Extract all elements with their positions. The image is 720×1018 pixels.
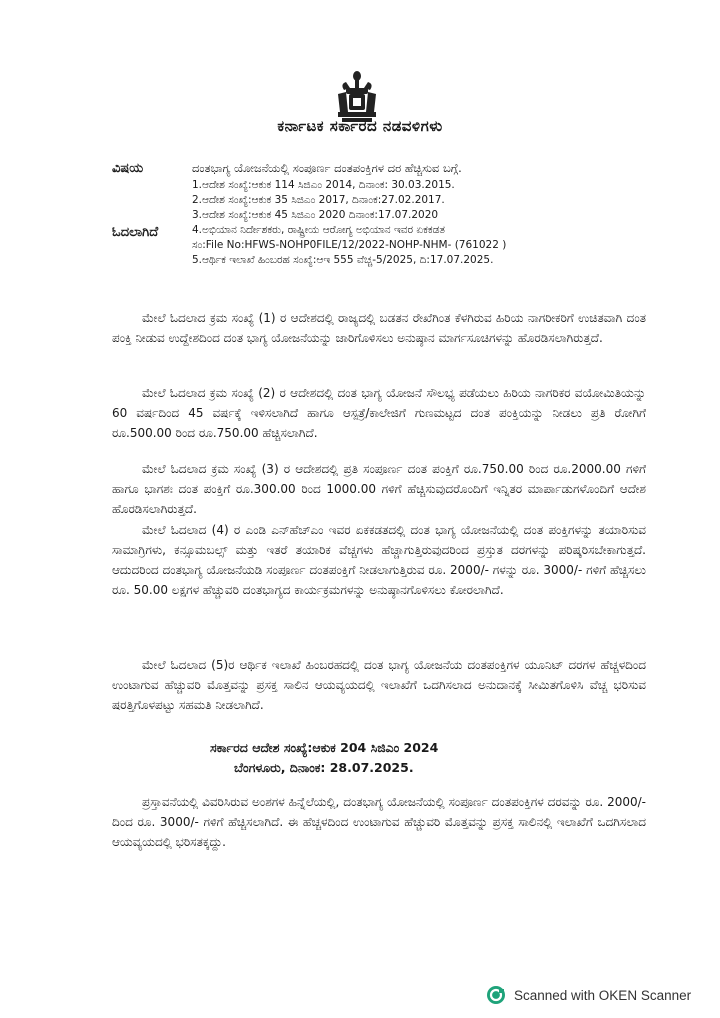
body-paragraph bbox=[112, 308, 646, 348]
oken-scanner-icon bbox=[486, 985, 506, 1005]
paragraph-text: ಮೇಲೆ ಓದಲಾದ (5)ರ ಆರ್ಥಿಕ ಇಲಾಖೆ ಹಿಂಬರಹದಲ್ಲಿ ದಂತ ಭಾಗ್ಯ ಯೋಜನೆಯ ದಂತಪಂಕ್ತಿಗಳ ಯೂನಿಟ್ ದರಗಳ ಹೆಚ್ಚಳದಿಂದ ಉಂಟಾಗುವ ಹೆಚ್ಚುವರಿ ಮೊತ್ತವನ್ನು ಪ್ರಸಕ್ತ ಸಾಲಿನ ಆಯವ್ಯಯದಲ್ಲಿ ಇಲಾಖೆಗೆ ಒದಗಿಸಲಾದ ಅನುದಾನಕ್ಕೆ ಸೀಮಿತಗೊಳಿಸಿ ವೆಚ್ಚ ಭರಿಸುವ ಷರತ್ತಿಗೊಳಪಟ್ಟು ಸಹಮತಿ ನೀಡಲಾಗಿದೆ. bbox=[112, 658, 646, 712]
paragraph-text: ಮೇಲೆ ಓದಲಾದ ಕ್ರಮ ಸಂಖ್ಯೆ (1) ರ ಆದೇಶದಲ್ಲಿ ರಾಜ್ಯದಲ್ಲಿ ಬಡತನ ರೇಖೆಗಿಂತ ಕೆಳಗಿರುವ ಹಿರಿಯ ನಾಗರೀಕರಿಗೆ ಉಚಿತವಾಗಿ ದಂತ ಪಂಕ್ತಿ ನೀಡುವ ಉದ್ದೇಶದಿಂದ ದಂತ ಭಾಗ್ಯ ಯೋಜನೆಯನ್ನು ಜಾರಿಗೊಳಿಸಲು ಅನುಷ್ಠಾನ ಮಾರ್ಗಸೂಚಿಗಳನ್ನು ಹೊರಡಿಸಲಾಗಿರುತ್ತದೆ. bbox=[112, 311, 646, 345]
body-paragraph bbox=[112, 383, 646, 443]
paragraph-text: ಪ್ರಸ್ತಾವನೆಯಲ್ಲಿ ವಿವರಿಸಿರುವ ಅಂಶಗಳ ಹಿನ್ನೆಲೆಯಲ್ಲಿ, ದಂತಭಾಗ್ಯ ಯೋಜನೆಯಲ್ಲಿ ಸಂಪೂರ್ಣ ದಂತಪಂಕ್ತಿಗಳ ದರವನ್ನು ರೂ. 2000/-ದಿಂದ ರೂ. 3000/- ಗಳಿಗೆ ಹೆಚ್ಚಿಸಲಾಗಿದೆ. ಈ ಹೆಚ್ಚಳದಿಂದ ಉಂಟಾಗುವ ಹೆಚ್ಚುವರಿ ಮೊತ್ತವನ್ನು ಪ್ರಸಕ್ತ ಸಾಲಿನಲ್ಲಿ ಇಲಾಖೆಗೆ ಒದಗಿಸಲಾದ ಆಯವ್ಯಯದಲ್ಲಿ ಭರಿಸತಕ್ಕದ್ದು. bbox=[112, 795, 646, 849]
body-paragraph bbox=[112, 520, 646, 600]
reference-item: 4.ಅಭಿಯಾನ ನಿರ್ದೇಶಕರು, ರಾಷ್ಟ್ರೀಯ ಆರೋಗ್ಯ ಅಭಿಯಾನ ಇವರ ಏಕಕಡತ bbox=[192, 224, 445, 236]
order-place-date: ಬೆಂಗಳೂರು, ದಿನಾಂಕ: 28.07.2025. bbox=[234, 760, 414, 775]
scanner-watermark bbox=[486, 985, 691, 1005]
reference-item: 1.ಆದೇಶ ಸಂಖ್ಯೆ:ಆಕುಕ 114 ಸಿಜಿಎಂ 2014, ದಿನಾಂಕ: 30.03.2015. bbox=[192, 179, 455, 191]
order-paragraph bbox=[112, 792, 646, 852]
reference-item: 2.ಆದೇಶ ಸಂಖ್ಯೆ:ಆಕುಕ 35 ಸಿಜಿಎಂ 2017, ದಿನಾಂಕ:27.02.2017. bbox=[192, 194, 445, 206]
paragraph-text: ಮೇಲೆ ಓದಲಾದ (4) ರ ಎಂಡಿ ಎನ್‌ಹೆಚ್‌ಎಂ ಇವರ ಏಕಕಡತದಲ್ಲಿ ದಂತ ಭಾಗ್ಯ ಯೋಜನೆಯಲ್ಲಿ ದಂತ ಪಂಕ್ತಿಗಳನ್ನು ತಯಾರಿಸುವ ಸಾಮಾಗ್ರಿಗಳು, ಕನ್ಸೂಮಬಲ್ಸ್ ಮತ್ತು ಇತರೆ ತಯಾರಿಕ ವೆಚ್ಚಗಳು ಹೆಚ್ಚಾಗುತ್ತಿರುವುದರಿಂದ ಪ್ರಸ್ತುತ ದರಗಳನ್ನು ಪರಿಷ್ಕರಿಸಬೇಕಾಗುತ್ತದೆ. ಆದುದರಿಂದ ದಂತಭಾಗ್ಯ ಯೋಜನೆಯಡಿ ಸಂಪೂರ್ಣ ದಂತಪಂಕ್ತಿಗೆ ನೀಡಲಾಗುತ್ತಿರುವ ರೂ. 2000/- ಗಳನ್ನು ರೂ. 3000/- ಗಳಿಗೆ ಹೆಚ್ಚಿಸಲು ರೂ. 50.00 ಲಕ್ಷಗಳ ಹೆಚ್ಚುವರಿ ದಂತಭಾಗ್ಯದ ಕಾರ್ಯಕ್ರಮಗಳನ್ನು ಅನುಷ್ಠಾನಗೊಳಿಸಲು ಕೋರಲಾಗಿದೆ. bbox=[112, 523, 646, 597]
references-label: ಓದಲಾಗಿದೆ bbox=[112, 225, 159, 240]
subject-label: ವಿಷಯ bbox=[112, 161, 144, 176]
subject-text: ದಂತಭಾಗ್ಯ ಯೋಜನೆಯಲ್ಲಿ ಸಂಪೂರ್ಣ ದಂತಪಂಕ್ತಿಗಳ ದರ ಹೆಚ್ಚಿಸುವ ಬಗ್ಗೆ. bbox=[192, 161, 462, 175]
paragraph-text: ಮೇಲೆ ಓದಲಾದ ಕ್ರಮ ಸಂಖ್ಯೆ (2) ರ ಆದೇಶದಲ್ಲಿ ದಂತ ಭಾಗ್ಯ ಯೋಜನೆ ಸೌಲಭ್ಯ ಪಡೆಯಲು ಹಿರಿಯ ನಾಗರಿಕರ ವಯೋಮಿತಿಯನ್ನು 60 ವರ್ಷದಿಂದ 45 ವರ್ಷಕ್ಕೆ ಇಳಿಸಲಾಗಿದೆ ಹಾಗೂ ಆಸ್ಪತ್ರೆ/ಕಾಲೇಜಿಗೆ ಗುಣಮಟ್ಟದ ದಂತ ಪಂಕ್ತಿಯನ್ನು ನೀಡಲು ಪ್ರತಿ ರೋಗಿಗೆ ರೂ.500.00 ರಿಂದ ರೂ.750.00 ಹೆಚ್ಚಿಸಲಾಗಿದೆ. bbox=[112, 386, 646, 440]
reference-item: 3.ಆದೇಶ ಸಂಖ್ಯೆ:ಆಕುಕ 45 ಸಿಜಿಎಂ 2020 ದಿನಾಂಕ:17.07.2020 bbox=[192, 209, 439, 221]
scanner-text: Scanned with OKEN Scanner bbox=[514, 987, 692, 1003]
paragraph-text: ಮೇಲೆ ಓದಲಾದ ಕ್ರಮ ಸಂಖ್ಯೆ (3) ರ ಆದೇಶದಲ್ಲಿ ಪ್ರತಿ ಸಂಪೂರ್ಣ ದಂತ ಪಂಕ್ತಿಗೆ ರೂ.750.00 ರಿಂದ ರೂ.2000.00 ಗಳಿಗೆ ಹಾಗೂ ಭಾಗಶಃ ದಂತ ಪಂಕ್ತಿಗೆ ರೂ.300.00 ರಿಂದ 1000.00 ಗಳಿಗೆ ಹೆಚ್ಚಿಸುವುದರೊಂದಿಗೆ ಇನ್ನಿತರ ಮಾರ್ಪಾಡುಗಳೊಂದಿಗೆ ಆದೇಶ ಹೊರಡಿಸಲಾಗಿರುತ್ತದೆ. bbox=[112, 462, 646, 516]
body-paragraph bbox=[112, 655, 646, 715]
body-paragraph bbox=[112, 459, 646, 519]
reference-item: ಸಂ:File No:HFWS-NOHP0FILE/12/2022-NOHP-NHM- (761022 ) bbox=[192, 239, 507, 251]
order-heading bbox=[210, 738, 438, 778]
page-title: ಕರ್ನಾಟಕ ಸರ್ಕಾರದ ನಡವಳಿಗಳು bbox=[277, 117, 443, 135]
reference-item: 5.ಆರ್ಥಿಕ ಇಲಾಖೆ ಹಿಂಬರಹ ಸಂಖ್ಯೆ:ಆಇ 555 ವೆಚ್ಚ-5/2025, ದಿ:17.07.2025. bbox=[192, 254, 494, 266]
references-list bbox=[192, 178, 632, 268]
order-number: ಸರ್ಕಾರದ ಆದೇಶ ಸಂಖ್ಯೆ:ಆಕುಕ 204 ಸಿಜಿಎಂ 2024 bbox=[210, 740, 439, 755]
